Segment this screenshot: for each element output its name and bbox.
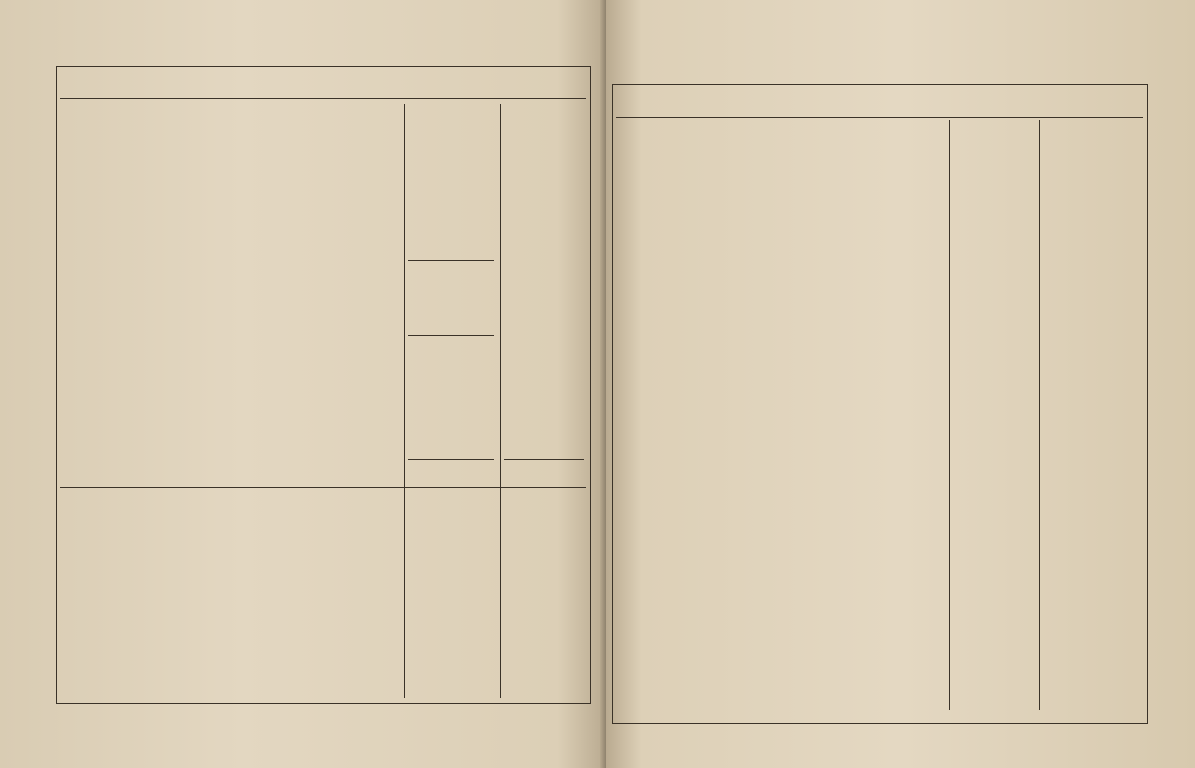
recette-row	[0, 399, 600, 414]
recette-row	[0, 229, 600, 244]
recette-row	[0, 320, 600, 335]
recette-row	[0, 442, 600, 457]
subtotal-rule	[504, 459, 584, 460]
header-rule	[616, 117, 1143, 118]
recette-row	[0, 413, 600, 428]
recette-row	[0, 306, 600, 321]
column-rule-1	[949, 120, 950, 710]
recette-row	[0, 185, 600, 200]
section-rule	[60, 487, 586, 488]
recette-row	[0, 428, 600, 443]
subtotal-rule	[408, 335, 494, 336]
recette-row	[0, 156, 600, 171]
depenses-table	[612, 84, 1148, 724]
recette-row	[0, 171, 600, 186]
recette-row	[0, 214, 600, 229]
right-page	[606, 0, 1195, 768]
header-rule	[60, 98, 586, 99]
recettes-total-row	[0, 471, 600, 487]
recette-row	[0, 243, 600, 258]
column-rule-2	[1039, 120, 1040, 710]
subtotal-rule	[408, 260, 494, 261]
recette-row	[0, 200, 600, 215]
subtotal-rule	[408, 459, 494, 460]
